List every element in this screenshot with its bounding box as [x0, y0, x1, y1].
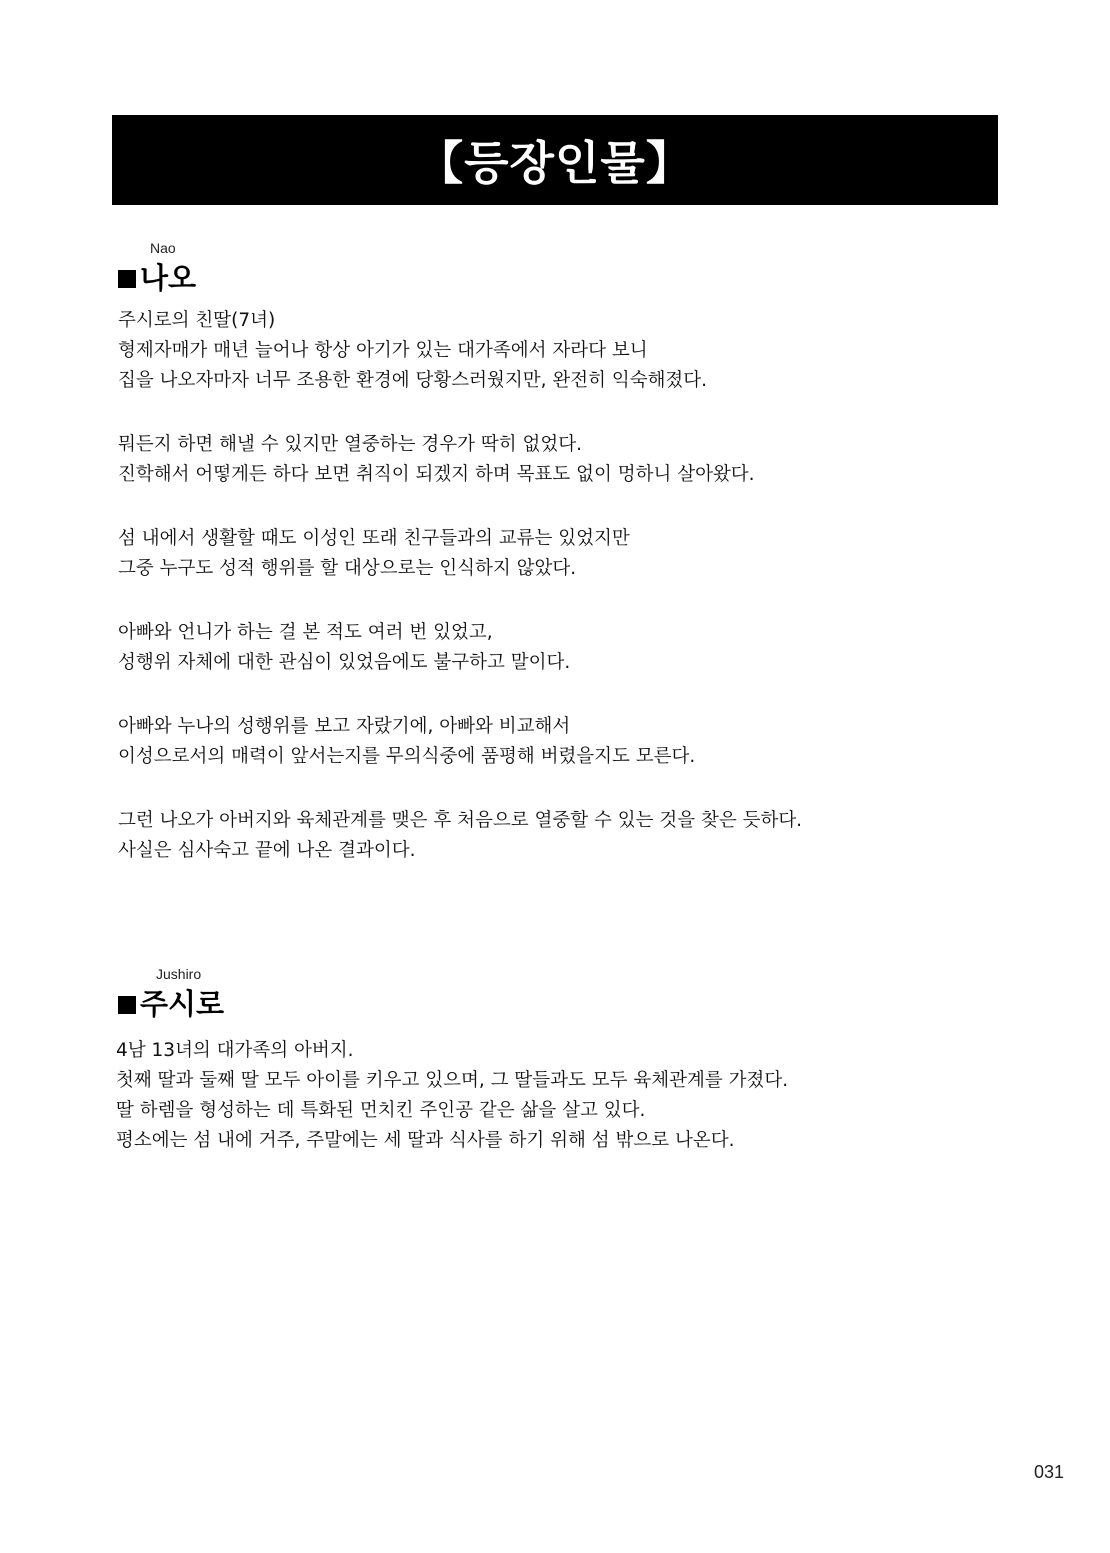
page-number: 031: [1033, 1462, 1064, 1482]
text-line: 진학해서 어떻게든 하다 보면 취직이 되겠지 하며 목표도 없이 멍하니 살아왔다.: [118, 464, 755, 485]
page-title: 【등장인물】: [112, 115, 998, 205]
text-line: 4남 13녀의 대가족의 아버지.: [116, 1040, 354, 1061]
text-line: 아빠와 언니가 하는 걸 본 적도 여러 번 있었고,: [118, 622, 493, 643]
text-line: 섬 내에서 생활할 때도 이성인 또래 친구들과의 교류는 있었지만: [118, 528, 630, 549]
character-section-nao: [118, 240, 998, 866]
paragraph: [116, 1036, 998, 1156]
text-line: 그중 누구도 성적 행위를 할 대상으로는 인식하지 않았다.: [118, 558, 577, 579]
text-line: 평소에는 섬 내에 거주, 주말에는 세 딸과 식사를 하기 위해 섬 밖으로 나온다.: [116, 1130, 735, 1151]
text-line: 집을 나오자마자 너무 조용한 환경에 당황스러웠지만, 완전히 익숙해졌다.: [118, 370, 708, 391]
paragraph: [118, 806, 998, 866]
text-line: 사실은 심사숙고 끝에 나온 결과이다.: [118, 840, 416, 861]
section-header: [118, 240, 998, 298]
heading-row: [118, 982, 224, 1023]
character-name: 나오: [140, 261, 197, 295]
text-line: 주시로의 친딸(7녀): [118, 310, 276, 331]
square-bullet-icon: [118, 270, 136, 288]
paragraph: [118, 618, 998, 678]
section-header: [118, 966, 998, 1024]
paragraph: [118, 712, 998, 772]
text-line: 딸 하렘을 형성하는 데 특화된 먼치킨 주인공 같은 삶을 살고 있다.: [116, 1100, 646, 1121]
text-line: 첫째 딸과 둘째 딸 모두 아이를 키우고 있으며, 그 딸들과도 모두 육체관계를 가졌다.: [116, 1070, 789, 1091]
paragraph: [118, 306, 998, 396]
text-line: 뭐든지 하면 해낼 수 있지만 열중하는 경우가 딱히 없었다.: [118, 434, 582, 455]
heading-row: [118, 256, 196, 297]
text-line: 그런 나오가 아버지와 육체관계를 맺은 후 처음으로 열중할 수 있는 것을 찾은 듯하다.: [118, 810, 803, 831]
ruby-annotation: Jushiro: [156, 966, 202, 982]
square-bullet-icon: [118, 996, 136, 1014]
paragraph: [118, 524, 998, 584]
text-line: 아빠와 누나의 성행위를 보고 자랐기에, 아빠와 비교해서: [118, 716, 571, 737]
character-name: 주시로: [140, 987, 225, 1021]
ruby-annotation: Nao: [150, 240, 176, 256]
text-line: 이성으로서의 매력이 앞서는지를 무의식중에 품평해 버렸을지도 모른다.: [118, 746, 696, 767]
text-line: 성행위 자체에 대한 관심이 있었음에도 불구하고 말이다.: [118, 652, 571, 673]
character-section-jushiro: [118, 966, 998, 1156]
paragraph: [118, 430, 998, 490]
text-line: 형제자매가 매년 늘어나 항상 아기가 있는 대가족에서 자라다 보니: [118, 340, 648, 361]
